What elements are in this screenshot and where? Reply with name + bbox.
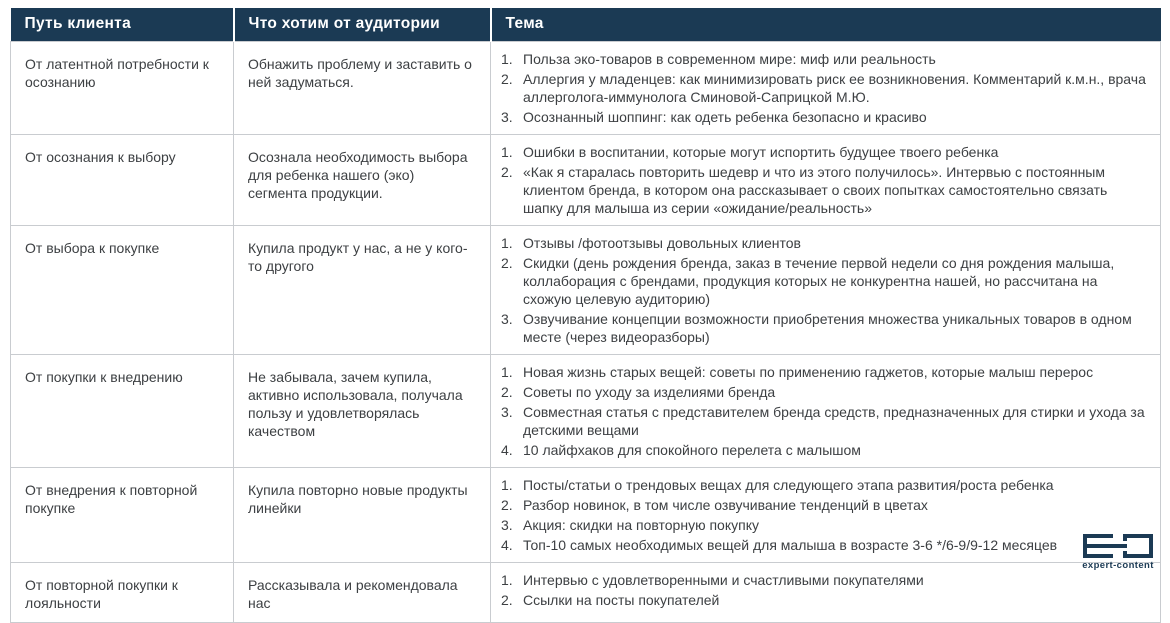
topic-item: Ошибки в воспитании, которые могут испортить будущее твоего ребенка [523, 144, 999, 160]
header-cell-audience-goal: Что хотим от аудитории [234, 8, 491, 42]
audience-goal-cell: Купила продукт у нас, а не у кого-то другого [234, 226, 491, 355]
topic-item: Разбор новинок, в том числе озвучивание тенденций в цветах [523, 497, 928, 513]
topic-item: Новая жизнь старых вещей: советы по применению гаджетов, которые малыш перерос [523, 364, 1094, 380]
topic-item: Польза эко-товаров в современном мире: миф или реальность [523, 51, 936, 67]
topics-cell [491, 563, 1161, 623]
topic-item: Топ-10 самых необходимых вещей для малыша в возрасте 3-6 */6-9/9-12 месяцев [523, 537, 1058, 553]
journey-cell: От покупки к внедрению [11, 355, 234, 468]
topic-item: Совместная статья с представителем бренда средств, предназначенных для стирки и ухода за детскими вещами [523, 404, 1145, 438]
topic-item: Ссылки на посты покупателей [523, 592, 720, 608]
content-plan-table [10, 8, 1161, 623]
topics-cell [491, 226, 1161, 355]
table-row [11, 468, 1161, 563]
audience-goal-cell: Не забывала, зачем купила, активно использовала, получала пользу и удовлетворялась качеством [234, 355, 491, 468]
table-row [11, 355, 1161, 468]
chain-link-logo-icon [1083, 534, 1153, 558]
audience-goal-cell: Обнажить проблему и заставить о ней задуматься. [234, 42, 491, 135]
journey-cell: От повторной покупки к лояльности [11, 563, 234, 623]
topics-list [501, 363, 1148, 459]
topic-item: Отзывы /фотоотзывы довольных клиентов [523, 235, 801, 251]
header-row [11, 8, 1161, 42]
topics-cell [491, 42, 1161, 135]
table-row [11, 226, 1161, 355]
journey-cell: От осознания к выбору [11, 135, 234, 226]
journey-cell: От выбора к покупке [11, 226, 234, 355]
audience-goal-cell: Рассказывала и рекомендовала нас [234, 563, 491, 623]
header-cell-topic: Тема [491, 8, 1161, 42]
audience-goal-cell: Осознала необходимость выбора для ребенка нашего (эко) сегмента продукции. [234, 135, 491, 226]
topic-item: Советы по уходу за изделиями бренда [523, 384, 776, 400]
topics-list [501, 50, 1148, 126]
topic-item: Интервью с удовлетворенными и счастливыми покупателями [523, 572, 924, 588]
table-row [11, 135, 1161, 226]
topic-item: Осознанный шоппинг: как одеть ребенка безопасно и красиво [523, 109, 927, 125]
header-cell-customer-journey: Путь клиента [11, 8, 234, 42]
topic-item: Акция: скидки на повторную покупку [523, 517, 759, 533]
brand-logo [1078, 534, 1158, 571]
audience-goal-cell: Купила повторно новые продукты линейки [234, 468, 491, 563]
table-row [11, 563, 1161, 623]
journey-cell: От латентной потребности к осознанию [11, 42, 234, 135]
logo-text: expert-content [1082, 560, 1154, 571]
topic-item: 10 лайфхаков для спокойного перелета с малышом [523, 442, 861, 458]
topics-list [501, 234, 1148, 346]
table-row [11, 42, 1161, 135]
topic-item: «Как я старалась повторить шедевр и что из этого получилось». Интервью с постоянным клиентом бренда, в котором она рассказывает о своих попытках самостоятельно связать шапку для малыша из серии «ожидание/реальность» [523, 164, 1108, 216]
table [10, 8, 1161, 623]
topics-cell [491, 355, 1161, 468]
topics-cell [491, 135, 1161, 226]
journey-cell: От внедрения к повторной покупке [11, 468, 234, 563]
topic-item: Озвучивание концепции возможности приобретения множества уникальных товаров в одном месте (через видеоразборы) [523, 311, 1132, 345]
topic-item: Посты/статьи о трендовых вещах для следующего этапа развития/роста ребенка [523, 477, 1054, 493]
topics-list [501, 143, 1148, 217]
topic-item: Скидки (день рождения бренда, заказ в течение первой недели со дня рождения малыша, коллаборация с брендами, продукция которых не конкурентна нашей, но рассчитана на схожую целевую аудиторию) [523, 255, 1115, 307]
topic-item: Аллергия у младенцев: как минимизировать риск ее возникновения. Комментарий к.м.н., врача аллерголога-иммунолога Сминовой-Саприцкой М.Ю. [523, 71, 1146, 105]
topics-cell [491, 468, 1161, 563]
topics-list [501, 476, 1148, 554]
